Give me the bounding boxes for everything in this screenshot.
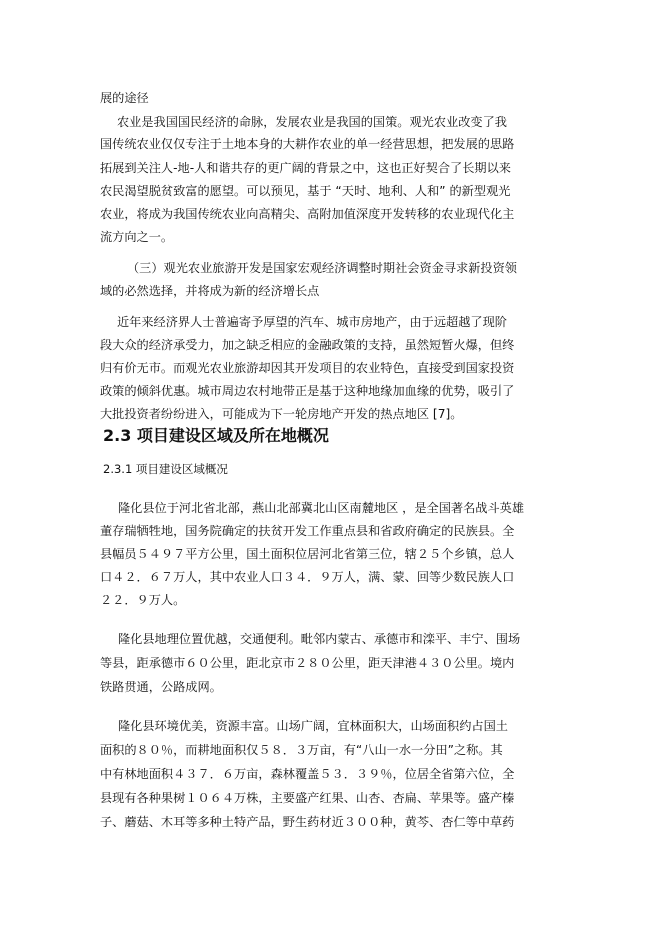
subsection-heading: 2.3.1 项目建设区域概况 [103, 462, 228, 476]
text-line: 县幅员５４９７平方公里，国土面积位居河北省第三位，辖２５个乡镇，总人 [100, 547, 515, 561]
text-line: 段大众的经济承受力，加之缺乏相应的金融政策的支持，虽然短暂火爆，但终 [100, 338, 515, 352]
text-line: 国传统农业仅仅专注于土地本身的大耕作农业的单一经营思想，把发展的思路 [100, 137, 515, 151]
text-line: 展的途径 [100, 91, 149, 105]
text-line: 政策的倾斜优惠。城市周边农村地带正是基于这种地缘加血缘的优势，吸引了 [100, 384, 515, 398]
text-line: 隆化县地理位置优越，交通便利。毗邻内蒙古、承德市和滦平、丰宁、围场 [118, 632, 521, 646]
text-line: 董存瑞牺牲地，国务院确定的扶贫开发工作重点县和省政府确定的民族县。全 [100, 524, 515, 538]
text-line: 中有林地面积４３７．６万亩，森林覆盖５３．３９％，位居全省第六位，全 [100, 767, 515, 781]
text-line: 近年来经济界人士普遍寄予厚望的汽车、城市房地产，由于远超越了现阶 [117, 315, 507, 329]
text-line: 等县，距承德市６０公里，距北京市２８０公里，距天津港４３０公里。境内 [100, 656, 515, 670]
text-line: 农业，将成为我国传统农业向高精尖、高附加值深度开发转移的农业现代化主 [100, 207, 515, 221]
text-line: 农业是我国国民经济的命脉，发展农业是我国的国策。观光农业改变了我 [117, 115, 507, 129]
text-line: 铁路贯通，公路成网。 [100, 680, 222, 694]
section-heading: 2.3 项目建设区域及所在地概况 [103, 426, 329, 445]
text-line: 大批投资者纷纷进入，可能成为下一轮房地产开发的热点地区 [7]。 [100, 407, 463, 421]
text-line: 子、蘑菇、木耳等多种土特产品，野生药材近３００种，黄芩、杏仁等中草药 [100, 815, 515, 829]
text-line: 流方向之一。 [100, 230, 174, 244]
text-line: （三）观光农业旅游开发是国家宏观经济调整时期社会资金寻求新投资领 [127, 261, 517, 275]
text-line: 县现有各种果树１０６４万株，主要盛产红果、山杏、杏扁、苹果等。盛产榛 [100, 791, 515, 805]
text-line: 面积的８０％，而耕地面积仅５８．３万亩，有“八山一水一分田”之称。其 [100, 743, 503, 757]
text-line: 农民渴望脱贫致富的愿望。可以预见，基于 “天时、地利、人和” 的新型观光 [100, 184, 511, 198]
text-line: ２２．９万人。 [100, 593, 186, 607]
text-line: 域的必然选择，并将成为新的经济增长点 [100, 284, 320, 298]
text-line: 归有价无市。而观光农业旅游却因其开发项目的农业特色，直接受到国家投资 [100, 361, 515, 375]
text-line: 隆化县环境优美，资源丰富。山场广阔，宜林面积大，山场面积约占国土 [118, 719, 508, 733]
text-line: 拓展到关注人-地-人和谐共存的更广阔的背景之中，这也正好契合了长期以来 [100, 161, 511, 175]
text-line: 口４２．６７万人，其中农业人口３４．９万人，满、蒙、回等少数民族人口 [100, 570, 515, 584]
text-line: 隆化县位于河北省北部，燕山北部冀北山区南麓地区 ，是全国著名战斗英雄 [118, 501, 525, 515]
